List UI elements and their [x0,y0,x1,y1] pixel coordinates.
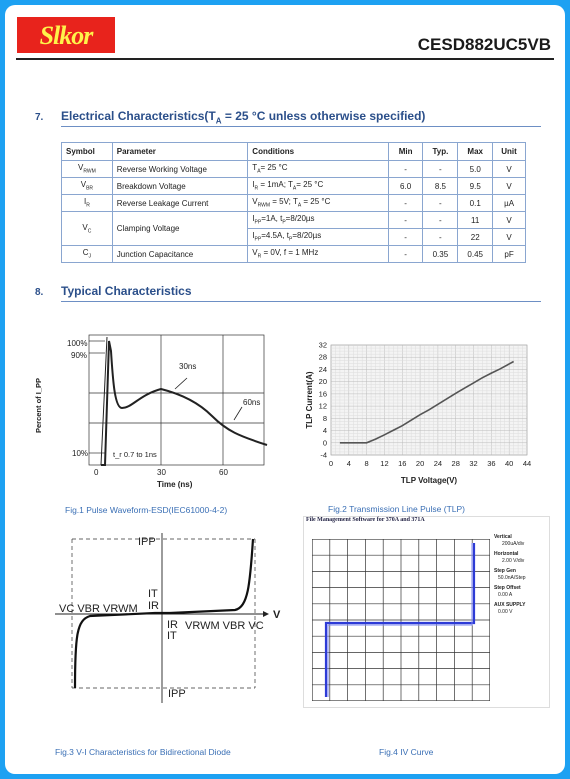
section-8-title: Typical Characteristics [61,284,192,298]
fig1-caption: Fig.1 Pulse Waveform-ESD(IEC61000-4-2) [65,505,228,515]
table-row [62,178,526,195]
electrical-characteristics-table [61,142,526,263]
fig3-label-it-bottom: IT [167,630,177,642]
fig4-scope-grid [312,539,490,701]
fig2-ytick-label: 24 [318,364,327,374]
fig2-xtick-label: 24 [433,459,443,468]
min-cell: 6.0 [388,178,423,195]
fig2-xtick-label: 0 [328,459,334,468]
fig3-x-arrow [263,611,269,617]
unit-cell: V [493,178,526,195]
header-conditions: Conditions [248,143,388,161]
max-cell: 9.5 [458,178,493,195]
fig4-title: File Management Software for 370A and 371A [306,517,425,523]
fig4-stepgen-label: Step Gen [494,568,516,574]
logo-text: Slkor [39,21,93,50]
min-cell: - [388,212,423,229]
table-header-row [62,143,526,161]
fig1-ylabel: Percent of I_PP [34,377,43,433]
fig2-ytick-label: -4 [320,450,327,460]
section-8-rule [61,301,541,302]
max-cell: 5.0 [458,161,493,178]
fig2-ytick-label: 20 [318,377,327,387]
parameter-cell: Reverse Working Voltage [112,161,248,178]
conditions-cell: $I_{PP}=4.5A$, $t_P=8/20\mu s$ [248,229,388,246]
fig2-xtick-label: 20 [415,459,425,468]
fig2-xtick-label: 16 [398,459,407,468]
symbol-cell: $C_J$ [62,246,113,263]
fig3-label-ir-top: IR [148,600,159,612]
min-cell: - [388,229,423,246]
symbol-cell: $V_{RWM}$ [62,161,113,178]
section-7-number: 7. [35,112,44,123]
header-rule [16,58,554,60]
fig3-caption: Fig.3 V-I Characteristics for Bidirectional Diode [55,747,231,757]
section-7-title: Electrical $Characteristics(T_A = 25$ °C unless otherwise specified) [61,109,426,126]
section-7-rule [61,126,541,127]
fig2-ytick-label: 8 [322,413,327,423]
datasheet-page [5,5,565,774]
fig1-xtick-60: 60 [219,468,228,477]
fig1-pulse-waveform [27,323,277,498]
fig1-grid [89,335,264,465]
fig1-30ns-arrow [175,378,187,389]
fig2-xtick-label: 4 [346,459,351,468]
header-symbol: Symbol [62,143,113,161]
fig3-label-v: V [273,609,281,621]
fig2-ytick-label: 28 [318,352,327,362]
fig2-ytick-label: 32 [318,341,327,350]
fig3-vi-characteristic [45,525,285,710]
unit-cell: V [493,161,526,178]
fig1-xtick-30: 30 [157,468,166,477]
fig1-60ns-arrow [234,407,242,420]
fig4-vertical-label: Vertical [494,534,512,540]
fig3-label-right-group: VRWM VBR VC [185,620,264,632]
max-cell: 0.45 [458,246,493,263]
fig1-label-60ns: 60ns [243,398,261,407]
fig4-stepoffset-label: Step Offset [494,585,521,591]
fig4-aux-value: 0.00 V [498,609,513,615]
typ-cell: - [423,212,458,229]
fig3-label-it-top: IT [148,588,158,600]
min-cell: - [388,246,423,263]
fig2-xtick-label: 28 [451,459,460,468]
typ-cell: - [423,229,458,246]
header-unit: Unit [493,143,526,161]
fig2-xtick-label: 12 [380,459,389,468]
unit-cell: pF [493,246,526,263]
symbol-cell: $I_R$ [62,195,113,212]
fig2-ylabel: TLP Current(A) [305,371,314,429]
parameter-cell: Breakdown Voltage [112,178,248,195]
max-cell: 0.1 [458,195,493,212]
fig1-xlabel: Time (ns) [157,480,193,489]
fig1-ytick-100: 100% [67,339,88,348]
brand-logo [17,17,115,53]
fig4-stepgen-value: 50.0nA/Step [498,575,526,581]
unit-cell: µA [493,195,526,212]
fig1-ytick-10: 10% [72,449,89,458]
fig2-ytick-label: 16 [318,389,327,399]
conditions-cell: $I_{PP}=1A$, $t_P=8/20\mu s$ [248,212,388,229]
fig4-caption: Fig.4 IV Curve [379,747,434,757]
symbol-cell: $V_{BR}$ [62,178,113,195]
fig2-ytick-label: 4 [322,426,327,436]
fig2-caption: Fig.2 Transmission Line Pulse (TLP) [328,504,465,514]
conditions-cell: $V_R = 0V$, f = 1 MHz [248,246,388,263]
fig4-horizontal-value: 2.00 V/div [502,558,525,564]
fig4-curve-tracer [303,516,550,708]
parameter-cell: Clamping Voltage [112,212,248,246]
fig2-xtick-label: 44 [522,459,532,468]
fig3-label-ipp-bottom: IPP [168,688,186,700]
fig2-tlp-chart [301,341,551,491]
unit-cell: V [493,229,526,246]
conditions-cell: $I_R = 1mA$; $T_A= 25$ °C [248,178,388,195]
min-cell: - [388,195,423,212]
fig2-xtick-label: 8 [364,459,369,468]
fig1-label-rise: t_r 0.7 to 1ns [113,450,157,459]
table-row [62,246,526,263]
table-row [62,195,526,212]
fig4-aux-label: AUX SUPPLY [494,602,526,608]
typ-cell: - [423,195,458,212]
fig2-xtick-label: 36 [487,459,496,468]
table-row [62,212,526,229]
fig2-ytick-label: 12 [318,401,327,411]
typ-cell: 0.35 [423,246,458,263]
part-number: CESD882UC5VB [417,35,551,54]
fig2-ytick-label: 0 [322,438,327,448]
fig1-xtick-0: 0 [94,468,99,477]
conditions-cell: $V_{RWM} = 5V$; $T_A = 25$ °C [248,195,388,212]
header-max: Max [458,143,493,161]
fig4-stepoffset-value: 0.00 A [498,592,513,598]
max-cell: 22 [458,229,493,246]
conditions-cell: $T_A= 25$ °C [248,161,388,178]
header-parameter: Parameter [112,143,248,161]
parameter-cell: Reverse Leakage Current [112,195,248,212]
max-cell: 11 [458,212,493,229]
table-row [62,161,526,178]
fig1-label-30ns: 30ns [179,362,197,371]
header-min: Min [388,143,423,161]
fig2-xtick-label: 32 [469,459,478,468]
typ-cell: 8.5 [423,178,458,195]
symbol-cell: $V_C$ [62,212,113,246]
section-8-number: 8. [35,287,44,298]
fig3-label-ir-bottom: IR [167,619,178,631]
header-typ: Typ. [423,143,458,161]
fig2-xlabel: TLP Voltage(V) [400,476,458,485]
fig4-settings-panel [494,534,526,616]
fig2-xtick-label: 40 [505,459,514,468]
typ-cell: - [423,161,458,178]
min-cell: - [388,161,423,178]
fig3-label-left-group: VC VBR VRWM [59,603,138,615]
fig4-horizontal-label: Horizontal [494,551,519,557]
fig4-vertical-value: 200uA/div [502,541,525,547]
unit-cell: V [493,212,526,229]
fig3-label-ipp-top: IPP [138,536,156,548]
fig1-ytick-90: 90% [71,351,88,360]
parameter-cell: Junction Capacitance [112,246,248,263]
